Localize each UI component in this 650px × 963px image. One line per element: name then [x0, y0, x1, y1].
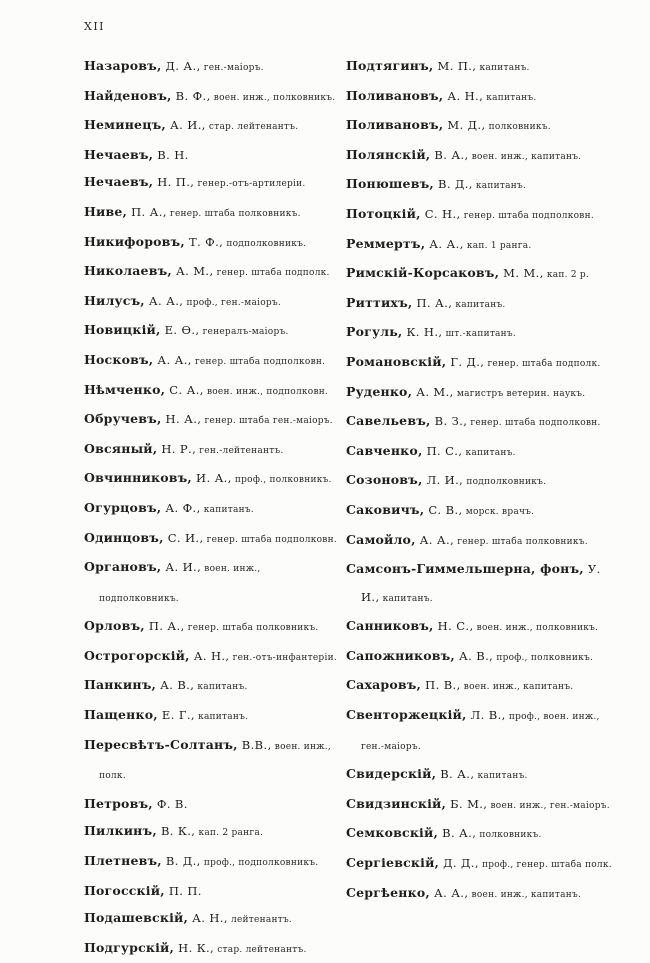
- directory-entry: [346, 111, 622, 141]
- entry-initials: В. Д.,: [161, 854, 201, 869]
- entry-rank: воен. инж., полк.: [99, 741, 332, 782]
- directory-entry: [346, 760, 622, 790]
- directory-entry: [84, 168, 338, 198]
- directory-entry: [346, 642, 622, 672]
- entry-initials: А. А.,: [425, 236, 464, 251]
- entry-surname: Неминецъ,: [84, 117, 166, 133]
- entry-rank: магистръ ветерин. наукъ.: [453, 388, 586, 399]
- entry-initials: Н. Р.,: [157, 441, 197, 456]
- entry-initials: А. Н.,: [189, 648, 230, 663]
- entry-rank: генер. штаба подполк.: [213, 268, 330, 279]
- entry-surname: Романовскій,: [346, 353, 447, 369]
- entry-rank: кап. 2 ранга.: [195, 828, 264, 839]
- entry-rank: проф., ген.-маіоръ.: [183, 297, 281, 308]
- entry-rank: морск. врачъ.: [462, 506, 535, 517]
- entry-surname: Овсяный,: [84, 440, 158, 456]
- entry-initials: А. И.,: [161, 560, 202, 575]
- entry-initials: А. А.,: [415, 532, 455, 547]
- entry-rank: кап. 1 ранга.: [463, 240, 532, 251]
- directory-entry: [84, 877, 338, 905]
- directory-entry: [346, 437, 622, 467]
- directory-entry: [84, 671, 338, 701]
- directory-entry: [84, 904, 338, 934]
- entry-rank: капитанъ.: [194, 682, 248, 693]
- entry-surname: Понюшевъ,: [346, 176, 434, 192]
- entry-initials: А. Ф.,: [161, 500, 201, 515]
- entry-surname: Пащенко,: [84, 707, 158, 723]
- entry-surname: Рогуль,: [346, 324, 403, 340]
- directory-entry: [84, 553, 338, 612]
- entry-initials: Д. А.,: [161, 59, 201, 73]
- entry-surname: Савельевъ,: [346, 413, 431, 429]
- directory-entry: [84, 464, 338, 494]
- entry-surname: Ниве,: [84, 203, 128, 219]
- entry-surname: Подашевскій,: [84, 910, 189, 926]
- entry-initials: П. П.: [164, 883, 202, 898]
- entry-rank: подполковникъ.: [223, 238, 307, 249]
- directory-entry: [346, 701, 622, 760]
- directory-entry: [84, 790, 338, 818]
- directory-entry: [346, 849, 622, 879]
- entry-rank: полковникъ.: [485, 122, 551, 133]
- directory-entry: [84, 376, 338, 406]
- entry-initials: Н. К.,: [174, 940, 215, 955]
- directory-entry: [84, 642, 338, 672]
- entry-initials: В. Д.,: [433, 177, 473, 192]
- entry-initials: К. Н.,: [402, 325, 443, 340]
- directory-entry: [84, 405, 338, 435]
- entry-rank: ген.-лейтенантъ.: [196, 445, 284, 456]
- entry-surname: Назаровъ,: [84, 58, 162, 73]
- entry-rank: генер. штаба полковникъ.: [454, 536, 588, 547]
- directory-entry: [84, 316, 338, 346]
- entry-surname: Острогорскій,: [84, 647, 190, 663]
- entry-rank: лейтенантъ.: [227, 915, 293, 926]
- entry-initials: А. Н.,: [188, 911, 228, 926]
- entry-surname: Подтягинъ,: [346, 58, 434, 73]
- entry-initials: Е. Ѳ.,: [160, 323, 200, 338]
- entry-initials: П. А.,: [412, 295, 453, 310]
- directory-entry: [84, 847, 338, 877]
- entry-rank: генералъ-маіоръ.: [199, 327, 289, 338]
- entry-surname: Носковъ,: [84, 351, 154, 367]
- directory-entry: [84, 287, 338, 317]
- entry-surname: Николаевъ,: [84, 263, 172, 279]
- directory-entry: [346, 496, 622, 526]
- right-column: [346, 52, 622, 963]
- entry-rank: капитанъ.: [474, 771, 528, 782]
- directory-entry: [346, 526, 622, 556]
- entry-rank: капитанъ.: [200, 504, 254, 515]
- directory-entry: [84, 701, 338, 731]
- entry-surname: Семковскій,: [346, 825, 439, 841]
- directory-entry: [346, 790, 622, 820]
- entry-surname: Риттихъ,: [346, 294, 413, 310]
- entry-initials: Л. И.,: [422, 473, 464, 488]
- entry-rank: генер. штаба подполковн.: [203, 534, 337, 545]
- entry-initials: П. А.,: [127, 204, 167, 219]
- entry-rank: генер.-отъ-артилеріи.: [194, 179, 306, 190]
- entry-surname: Овчинниковъ,: [84, 470, 192, 486]
- directory-entry: [346, 612, 622, 642]
- entry-initials: В. Ф.,: [171, 88, 211, 103]
- entry-initials: А. М.,: [412, 384, 454, 399]
- entry-surname: Сергіевскій,: [346, 855, 440, 871]
- entry-initials: А. А.,: [429, 885, 469, 900]
- entry-initials: Е. Г.,: [157, 708, 195, 723]
- entry-rank: генер. штаба полковникъ.: [184, 623, 319, 634]
- entry-surname: Органовъ,: [84, 559, 162, 575]
- directory-entry: [346, 141, 622, 171]
- entry-rank: генер. штаба подполк.: [484, 358, 601, 369]
- entry-surname: Сергѣенко,: [346, 884, 430, 900]
- directory-entry: [84, 494, 338, 524]
- directory-entry: [84, 612, 338, 642]
- entry-initials: С. Н.,: [420, 206, 461, 221]
- entry-initials: П. В.,: [421, 678, 461, 693]
- entry-surname: Подгурскій,: [84, 939, 175, 955]
- entry-surname: Нечаевъ,: [84, 174, 154, 190]
- entry-surname: Поливановъ,: [346, 87, 444, 103]
- entry-initials: Д. Д.,: [439, 856, 479, 871]
- entry-surname: Санниковъ,: [346, 618, 434, 634]
- page-number: XII: [84, 20, 106, 33]
- entry-rank: подполковникъ.: [463, 477, 547, 488]
- directory-entry: [346, 348, 622, 378]
- entry-initials: В.В.,: [237, 737, 272, 752]
- directory-entry: [84, 52, 338, 82]
- entry-initials: В. З.,: [430, 414, 468, 429]
- entry-surname: Сапожниковъ,: [346, 647, 455, 663]
- entry-initials: Н. А.,: [161, 412, 202, 427]
- entry-initials: И. А.,: [191, 471, 232, 486]
- directory-entry: [84, 524, 338, 554]
- directory-entry: [346, 555, 622, 612]
- entry-initials: П. А.,: [144, 619, 185, 634]
- directory-entry: [346, 289, 622, 319]
- entry-surname: Свидерскій,: [346, 766, 437, 782]
- entry-rank: воен. инж., полковникъ.: [473, 623, 599, 634]
- entry-initials: А. В.,: [156, 678, 195, 693]
- directory-columns: [84, 52, 626, 963]
- directory-entry: [84, 228, 338, 258]
- entry-initials: Н. П.,: [153, 175, 195, 190]
- entry-initials: Т. Ф.,: [184, 234, 224, 249]
- entry-initials: Б. М.,: [446, 796, 488, 811]
- directory-entry: [346, 819, 622, 849]
- entry-initials: М. М.,: [499, 266, 544, 281]
- entry-rank: проф., полковникъ.: [231, 475, 332, 486]
- entry-surname: Обручевъ,: [84, 411, 162, 427]
- entry-rank: воен. инж., полковникъ.: [210, 92, 336, 103]
- entry-rank: проф., подполковникъ.: [200, 858, 319, 869]
- entry-rank: генер. штаба подполковн.: [467, 418, 601, 429]
- entry-initials: В. А.,: [438, 826, 477, 841]
- directory-entry: [346, 466, 622, 496]
- entry-surname: Поливановъ,: [346, 117, 444, 133]
- directory-entry: [84, 111, 338, 141]
- entry-initials: С. И.,: [163, 530, 204, 545]
- entry-initials: В. А.,: [436, 767, 475, 782]
- entry-rank: проф., воен. инж., ген.-маіоръ.: [361, 712, 600, 752]
- directory-entry: [84, 346, 338, 376]
- entry-surname: Пилкинъ,: [84, 823, 157, 839]
- entry-initials: А. Н.,: [443, 88, 484, 103]
- entry-rank: генер. штаба подполковн.: [191, 356, 326, 367]
- entry-rank: генер. штаба полковникъ.: [166, 208, 301, 219]
- entry-surname: Огурцовъ,: [84, 499, 162, 515]
- entry-surname: Потоцкій,: [346, 205, 421, 221]
- entry-initials: А. И.,: [165, 118, 206, 133]
- entry-surname: Орловъ,: [84, 618, 145, 634]
- entry-rank: воен. инж., капитанъ.: [468, 889, 582, 900]
- entry-surname: Плетневъ,: [84, 853, 162, 869]
- entry-initials: М. П.,: [433, 59, 477, 73]
- directory-entry: [346, 671, 622, 701]
- entry-rank: капитанъ.: [452, 299, 506, 310]
- entry-rank: капитанъ.: [194, 712, 249, 723]
- entry-rank: кап. 2 р.: [543, 270, 590, 281]
- entry-rank: шт.-капитанъ.: [442, 329, 516, 340]
- directory-entry: [84, 731, 338, 790]
- directory-entry: [84, 198, 338, 228]
- directory-entry: [84, 817, 338, 847]
- entry-rank: стар. лейтенантъ.: [214, 944, 307, 955]
- entry-rank: капитанъ.: [476, 63, 530, 73]
- entry-surname: Саковичъ,: [346, 501, 425, 517]
- entry-surname: Петровъ,: [84, 795, 153, 811]
- entry-initials: А. М.,: [171, 264, 214, 279]
- entry-surname: Реммертъ,: [346, 235, 426, 251]
- entry-rank: генер. штаба подполковн.: [460, 210, 594, 221]
- entry-surname: Руденко,: [346, 383, 413, 399]
- entry-surname: Полянскій,: [346, 146, 431, 162]
- directory-entry: [346, 170, 622, 200]
- entry-initials: Н. С.,: [433, 619, 474, 634]
- entry-rank: генер. штаба ген.-маіоръ.: [201, 416, 333, 427]
- directory-entry: [346, 879, 622, 909]
- directory-entry: [346, 82, 622, 112]
- entry-rank: капитанъ.: [379, 593, 433, 604]
- directory-entry: [84, 435, 338, 465]
- entry-initials: Ф. В.: [152, 796, 188, 811]
- entry-surname: Римскій-Корсаковъ,: [346, 265, 500, 281]
- entry-surname: Свидзинскій,: [346, 795, 447, 811]
- entry-initials: С. В.,: [424, 502, 463, 517]
- entry-rank: ген.-отъ-инфантеріи.: [229, 652, 337, 663]
- entry-rank: проф., полковникъ.: [493, 652, 594, 663]
- entry-initials: С. А.,: [165, 382, 204, 397]
- entry-initials: П. С.,: [422, 443, 463, 458]
- entry-surname: Созоновъ,: [346, 472, 423, 488]
- directory-entry: [346, 230, 622, 260]
- entry-surname: Новицкій,: [84, 322, 161, 338]
- entry-surname: Сахаровъ,: [346, 677, 422, 693]
- entry-surname: Свенторжецкій,: [346, 707, 467, 723]
- entry-rank: полковникъ.: [476, 830, 542, 841]
- entry-rank: воен. инж., капитанъ.: [460, 682, 574, 693]
- entry-surname: Нечаевъ,: [84, 146, 154, 162]
- directory-entry: [346, 407, 622, 437]
- entry-surname: Никифоровъ,: [84, 233, 185, 249]
- entry-initials: У. И.,: [361, 562, 601, 604]
- entry-surname: Самсонъ-Гиммельшерна, фонъ,: [346, 561, 584, 577]
- directory-entry: [84, 934, 338, 963]
- directory-entry: [84, 82, 338, 112]
- entry-initials: В. К.,: [156, 824, 196, 839]
- entry-rank: воен. инж., подполковникъ.: [99, 564, 261, 604]
- entry-rank: капитанъ.: [483, 92, 537, 103]
- left-column: [84, 52, 338, 963]
- entry-rank: воен. инж., капитанъ.: [468, 151, 582, 162]
- entry-surname: Одинцовъ,: [84, 529, 164, 545]
- directory-entry: [346, 318, 622, 348]
- directory-entry: [84, 257, 338, 287]
- entry-rank: ген.-маіоръ.: [200, 63, 264, 73]
- entry-surname: Нѣмченко,: [84, 381, 166, 397]
- entry-surname: Нилусъ,: [84, 292, 145, 308]
- entry-rank: стар. лейтенантъ.: [205, 122, 299, 133]
- directory-entry: [346, 52, 622, 82]
- entry-rank: проф., генер. штаба полк.: [478, 860, 612, 871]
- entry-initials: В. Н.: [153, 147, 189, 162]
- entry-initials: А. А.,: [144, 293, 184, 308]
- entry-initials: М. Д.,: [443, 118, 486, 133]
- entry-surname: Савченко,: [346, 442, 423, 458]
- directory-entry: [346, 200, 622, 230]
- entry-rank: капитанъ.: [462, 447, 516, 458]
- entry-rank: воен. инж., ген.-маіоръ.: [487, 800, 610, 811]
- entry-initials: А. А.,: [153, 352, 192, 367]
- entry-initials: В. А.,: [430, 147, 469, 162]
- directory-entry: [346, 259, 622, 289]
- directory-entry: [84, 141, 338, 169]
- entry-surname: Пересвѣтъ-Солтанъ,: [84, 736, 238, 752]
- entry-rank: капитанъ.: [472, 181, 527, 192]
- entry-rank: воен. инж., подполковн.: [203, 386, 329, 397]
- entry-initials: Г. Д.,: [446, 354, 485, 369]
- entry-surname: Панкинъ,: [84, 677, 157, 693]
- entry-surname: Самойло,: [346, 531, 416, 547]
- entry-initials: А. В.,: [454, 648, 494, 663]
- entry-surname: Найденовъ,: [84, 87, 172, 103]
- directory-entry: [346, 378, 622, 408]
- entry-surname: Погосскій,: [84, 882, 165, 898]
- entry-initials: Л. В.,: [466, 708, 506, 723]
